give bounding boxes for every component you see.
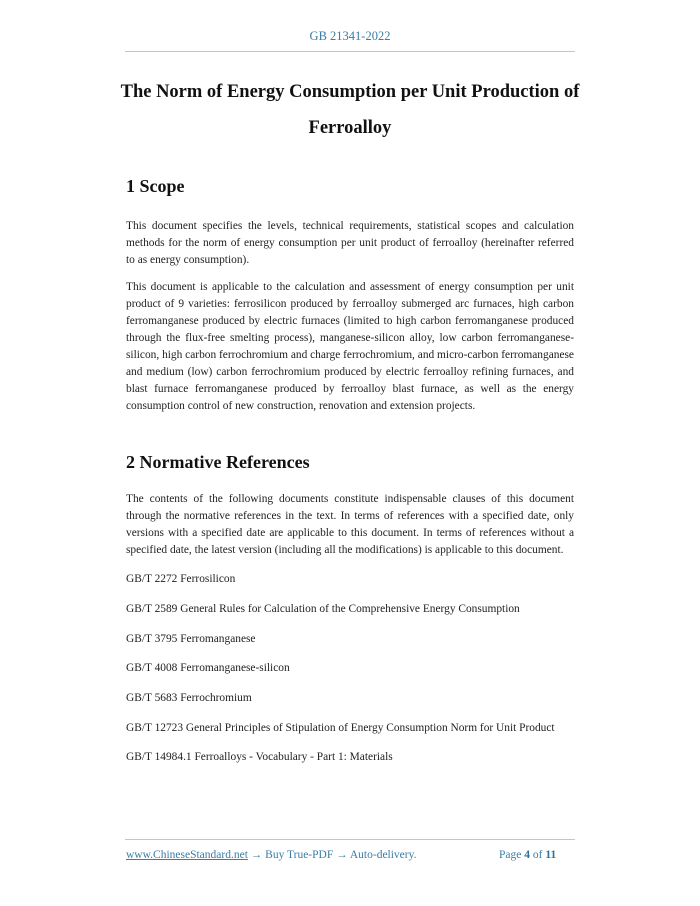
of-label: of — [532, 849, 543, 861]
footer-promo — [126, 849, 417, 861]
reference-item: GB/T 12723 General Principles of Stipulation of Energy Consumption Norm for Unit Product — [126, 722, 555, 734]
auto-delivery-text: Auto-delivery. — [349, 849, 417, 861]
reference-item: GB/T 2589 General Rules for Calculation of the Comprehensive Energy Consumption — [126, 603, 520, 615]
page-label: Page — [499, 849, 522, 861]
scope-paragraph-2: This document is applicable to the calculation and assessment of energy consumption per unit product of 9 varieties: ferrosilicon produced by ferroalloy submerged arc furnaces, high carbon ferromanganese produced by electric furnaces (limited to high carbon ferromanganese produced through the flux-free smelting process), manganese-silicon alloy, low carbon ferromanganese-silicon, high carbon ferrochromium and charge ferrochromium, and micro-carbon ferromanganese and medium (low) carbon ferrochromium produced by electric ferroalloy refining furnaces, and blast furnace ferromanganese produced by ferroalloy blast furnace, as well as the energy consumption control of new construction, renovation and extension projects. — [126, 281, 574, 412]
arrow-right-icon: → — [247, 849, 266, 861]
reference-item: GB/T 14984.1 Ferroalloys - Vocabulary - Part 1: Materials — [126, 751, 393, 763]
title-line-2: Ferroalloy — [308, 118, 392, 138]
reference-item: GB/T 4008 Ferromanganese-silicon — [126, 662, 290, 674]
section-heading-normative-references: 2 Normative References — [126, 452, 310, 472]
document-title — [110, 74, 590, 146]
scope-paragraph-1: This document specifies the levels, technical requirements, statistical scopes and calculation methods for the norm of energy consumption per unit product of ferroalloy (hereinafter referred to as energy consumption). — [126, 220, 574, 266]
current-page-number: 4 — [524, 849, 530, 861]
total-page-number: 11 — [545, 849, 557, 861]
buy-true-pdf-text: Buy True-PDF — [265, 849, 334, 861]
page-indicator — [499, 849, 556, 861]
reference-item: GB/T 5683 Ferrochromium — [126, 692, 252, 704]
document-code-header: GB 21341-2022 — [309, 29, 391, 43]
arrow-right-icon: → — [333, 849, 350, 861]
title-line-1: The Norm of Energy Consumption per Unit Production of — [120, 82, 580, 102]
normative-references-paragraph: The contents of the following documents constitute indispensable clauses of this document through the normative references in the text. In terms of references with a specified date, only versions with a specified date are applicable to this document. In terms of references without a specified date, the latest version (including all the modifications) is applicable to this document. — [126, 493, 574, 556]
header-divider — [125, 51, 575, 52]
chinesestandard-link[interactable]: www.ChineseStandard.net — [126, 849, 248, 861]
section-heading-scope: 1 Scope — [126, 176, 185, 196]
reference-item: GB/T 2272 Ferrosilicon — [126, 573, 236, 585]
footer-divider — [125, 839, 575, 840]
reference-item: GB/T 3795 Ferromanganese — [126, 633, 256, 645]
